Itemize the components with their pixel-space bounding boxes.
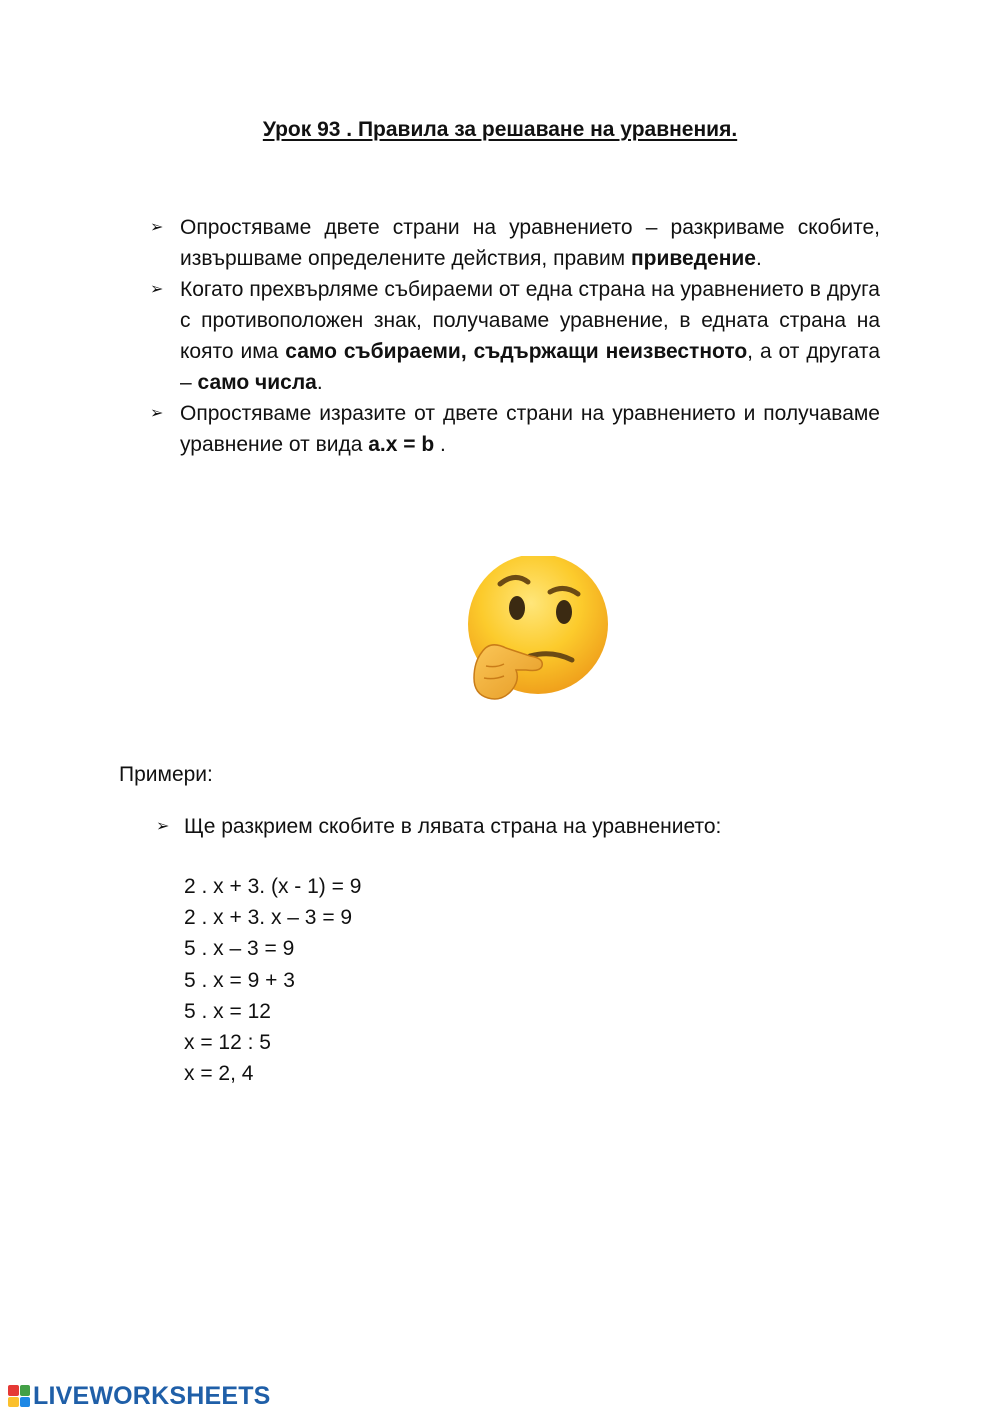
rule-text: , а от другата –	[180, 340, 880, 394]
rule-text: Опростяваме изразите от двете страни на уравнението и получаваме уравнение от вида	[180, 402, 880, 456]
arrow-bullet-icon: ➢	[150, 405, 164, 422]
rule-bold-text: приведение	[630, 247, 756, 270]
examples-intro	[156, 811, 721, 842]
solution-step: 5 . x = 9 + 3	[184, 968, 295, 992]
solution-steps	[184, 871, 361, 1089]
rule-bold-text: само събираеми, съдържащи неизвестното	[285, 340, 748, 363]
solution-step: x = 2, 4	[184, 1062, 254, 1086]
solution-step: 5 . x = 12	[184, 999, 271, 1023]
brand-name: LIVEWORKSHEETS	[33, 1381, 271, 1410]
rules-list	[150, 212, 880, 460]
solution-step: 5 . x – 3 = 9	[184, 937, 295, 961]
rule-text: Опростяваме двете страни на уравнението – разкриваме скобите, извършваме определените действия, правим	[180, 216, 880, 270]
rule-item	[150, 274, 880, 398]
rule-item	[150, 212, 880, 274]
arrow-bullet-icon: ➢	[150, 219, 164, 236]
arrow-bullet-icon: ➢	[156, 818, 170, 835]
rule-bold-text: само числа	[197, 371, 317, 394]
solution-step: x = 12 : 5	[184, 1031, 271, 1055]
page-title: Урок 93 . Правила за решаване на уравнения.	[262, 118, 738, 141]
logo-square	[8, 1385, 19, 1396]
examples-heading: Примери:	[119, 763, 213, 786]
rule-text: Когато прехвърляме събираеми от една страна на уравнението в друга с противоположен знак, получаваме уравнение, в едната страна на която има	[180, 278, 880, 363]
rule-text: .	[316, 371, 323, 394]
solution-step: 2 . x + 3. (x - 1) = 9	[184, 875, 362, 898]
logo-square	[20, 1397, 31, 1408]
solution-step: 2 . x + 3. x – 3 = 9	[184, 906, 353, 930]
liveworksheets-logo[interactable]	[8, 1379, 271, 1413]
logo-square	[20, 1385, 31, 1396]
arrow-bullet-icon: ➢	[150, 281, 164, 298]
thinking-face-icon	[460, 556, 612, 708]
rule-bold-text: a.x = b	[368, 433, 435, 456]
logo-square	[8, 1397, 19, 1408]
rule-item	[150, 398, 880, 460]
brand-logo-icon	[8, 1385, 30, 1407]
examples-intro-text: Ще разкрием скобите в лявата страна на уравнението:	[184, 815, 722, 838]
rule-text: .	[755, 247, 762, 270]
rule-text: .	[434, 433, 446, 456]
